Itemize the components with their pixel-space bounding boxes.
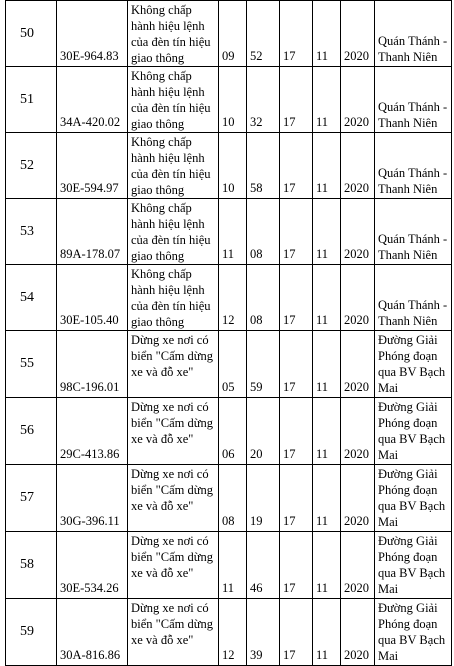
cell-month: 11	[313, 265, 341, 331]
cell-location: Quán Thánh - Thanh Niên	[375, 265, 452, 331]
cell-hour: 05	[219, 331, 247, 398]
cell-year: 2020	[341, 398, 375, 465]
cell-minute: 08	[247, 265, 280, 331]
violation-table	[5, 0, 452, 666]
cell-minute: 59	[247, 331, 280, 398]
cell-plate: 30E-534.26	[57, 532, 128, 599]
cell-stt: 50	[6, 1, 57, 67]
cell-hour: 06	[219, 398, 247, 465]
cell-hour: 10	[219, 133, 247, 199]
cell-violation: Không chấp hành hiệu lệnh của đèn tín hiệu giao thông	[128, 199, 219, 265]
cell-location: Đường Giải Phóng đoạn qua BV Bạch Mai	[375, 331, 452, 398]
cell-year: 2020	[341, 532, 375, 599]
cell-day: 17	[280, 265, 313, 331]
cell-violation: Dừng xe nơi có biển "Cấm dừng xe và đỗ xe"	[128, 398, 219, 465]
table-row	[6, 133, 452, 199]
cell-year: 2020	[341, 199, 375, 265]
table-row	[6, 532, 452, 599]
cell-year: 2020	[341, 599, 375, 666]
cell-location: Đường Giải Phóng đoạn qua BV Bạch Mai	[375, 465, 452, 532]
cell-minute: 19	[247, 465, 280, 532]
cell-violation: Dừng xe nơi có biển "Cấm dừng xe và đỗ xe"	[128, 331, 219, 398]
cell-year: 2020	[341, 133, 375, 199]
cell-stt: 58	[6, 532, 57, 599]
cell-day: 17	[280, 67, 313, 133]
cell-hour: 11	[219, 532, 247, 599]
cell-day: 17	[280, 532, 313, 599]
table-row	[6, 599, 452, 666]
table-row	[6, 67, 452, 133]
table-row	[6, 1, 452, 67]
cell-month: 11	[313, 331, 341, 398]
cell-location: Quán Thánh - Thanh Niên	[375, 1, 452, 67]
cell-day: 17	[280, 599, 313, 666]
cell-day: 17	[280, 1, 313, 67]
cell-plate: 98C-196.01	[57, 331, 128, 398]
table-row	[6, 331, 452, 398]
cell-plate: 30E-964.83	[57, 1, 128, 67]
cell-month: 11	[313, 532, 341, 599]
cell-day: 17	[280, 199, 313, 265]
cell-stt: 59	[6, 599, 57, 666]
cell-day: 17	[280, 133, 313, 199]
cell-month: 11	[313, 599, 341, 666]
cell-minute: 52	[247, 1, 280, 67]
cell-month: 11	[313, 133, 341, 199]
violation-table-page	[5, 0, 451, 666]
cell-year: 2020	[341, 1, 375, 67]
cell-location: Quán Thánh - Thanh Niên	[375, 67, 452, 133]
cell-violation: Không chấp hành hiệu lệnh của đèn tín hiệu giao thông	[128, 67, 219, 133]
cell-year: 2020	[341, 265, 375, 331]
cell-year: 2020	[341, 331, 375, 398]
cell-violation: Dừng xe nơi có biển "Cấm dừng xe và đỗ xe"	[128, 465, 219, 532]
cell-stt: 53	[6, 199, 57, 265]
cell-plate: 30E-594.97	[57, 133, 128, 199]
cell-violation: Không chấp hành hiệu lệnh của đèn tín hiệu giao thông	[128, 265, 219, 331]
cell-location: Đường Giải Phóng đoạn qua BV Bạch Mai	[375, 599, 452, 666]
cell-violation: Không chấp hành hiệu lệnh của đèn tín hiệu giao thông	[128, 133, 219, 199]
cell-violation: Dừng xe nơi có biển "Cấm dừng xe và đỗ xe"	[128, 532, 219, 599]
cell-hour: 11	[219, 199, 247, 265]
cell-stt: 51	[6, 67, 57, 133]
cell-location: Đường Giải Phóng đoạn qua BV Bạch Mai	[375, 398, 452, 465]
cell-minute: 39	[247, 599, 280, 666]
table-row	[6, 265, 452, 331]
cell-month: 11	[313, 465, 341, 532]
cell-hour: 08	[219, 465, 247, 532]
cell-minute: 58	[247, 133, 280, 199]
cell-day: 17	[280, 331, 313, 398]
cell-location: Đường Giải Phóng đoạn qua BV Bạch Mai	[375, 532, 452, 599]
cell-month: 11	[313, 398, 341, 465]
cell-minute: 08	[247, 199, 280, 265]
cell-minute: 46	[247, 532, 280, 599]
cell-hour: 12	[219, 265, 247, 331]
cell-stt: 57	[6, 465, 57, 532]
cell-plate: 30G-396.11	[57, 465, 128, 532]
cell-day: 17	[280, 398, 313, 465]
cell-stt: 52	[6, 133, 57, 199]
cell-month: 11	[313, 199, 341, 265]
cell-hour: 12	[219, 599, 247, 666]
cell-month: 11	[313, 67, 341, 133]
cell-violation: Dừng xe nơi có biển "Cấm dừng xe và đỗ xe"	[128, 599, 219, 666]
cell-violation: Không chấp hành hiệu lệnh của đèn tín hiệu giao thông	[128, 1, 219, 67]
cell-plate: 30E-105.40	[57, 265, 128, 331]
cell-stt: 55	[6, 331, 57, 398]
cell-minute: 32	[247, 67, 280, 133]
cell-plate: 34A-420.02	[57, 67, 128, 133]
cell-year: 2020	[341, 465, 375, 532]
table-row	[6, 199, 452, 265]
cell-year: 2020	[341, 67, 375, 133]
table-row	[6, 398, 452, 465]
cell-location: Quán Thánh - Thanh Niên	[375, 133, 452, 199]
cell-day: 17	[280, 465, 313, 532]
cell-location: Quán Thánh - Thanh Niên	[375, 199, 452, 265]
cell-plate: 89A-178.07	[57, 199, 128, 265]
cell-plate: 29C-413.86	[57, 398, 128, 465]
table-row	[6, 465, 452, 532]
cell-hour: 10	[219, 67, 247, 133]
cell-plate: 30A-816.86	[57, 599, 128, 666]
cell-stt: 56	[6, 398, 57, 465]
cell-stt: 54	[6, 265, 57, 331]
cell-hour: 09	[219, 1, 247, 67]
cell-minute: 20	[247, 398, 280, 465]
cell-month: 11	[313, 1, 341, 67]
